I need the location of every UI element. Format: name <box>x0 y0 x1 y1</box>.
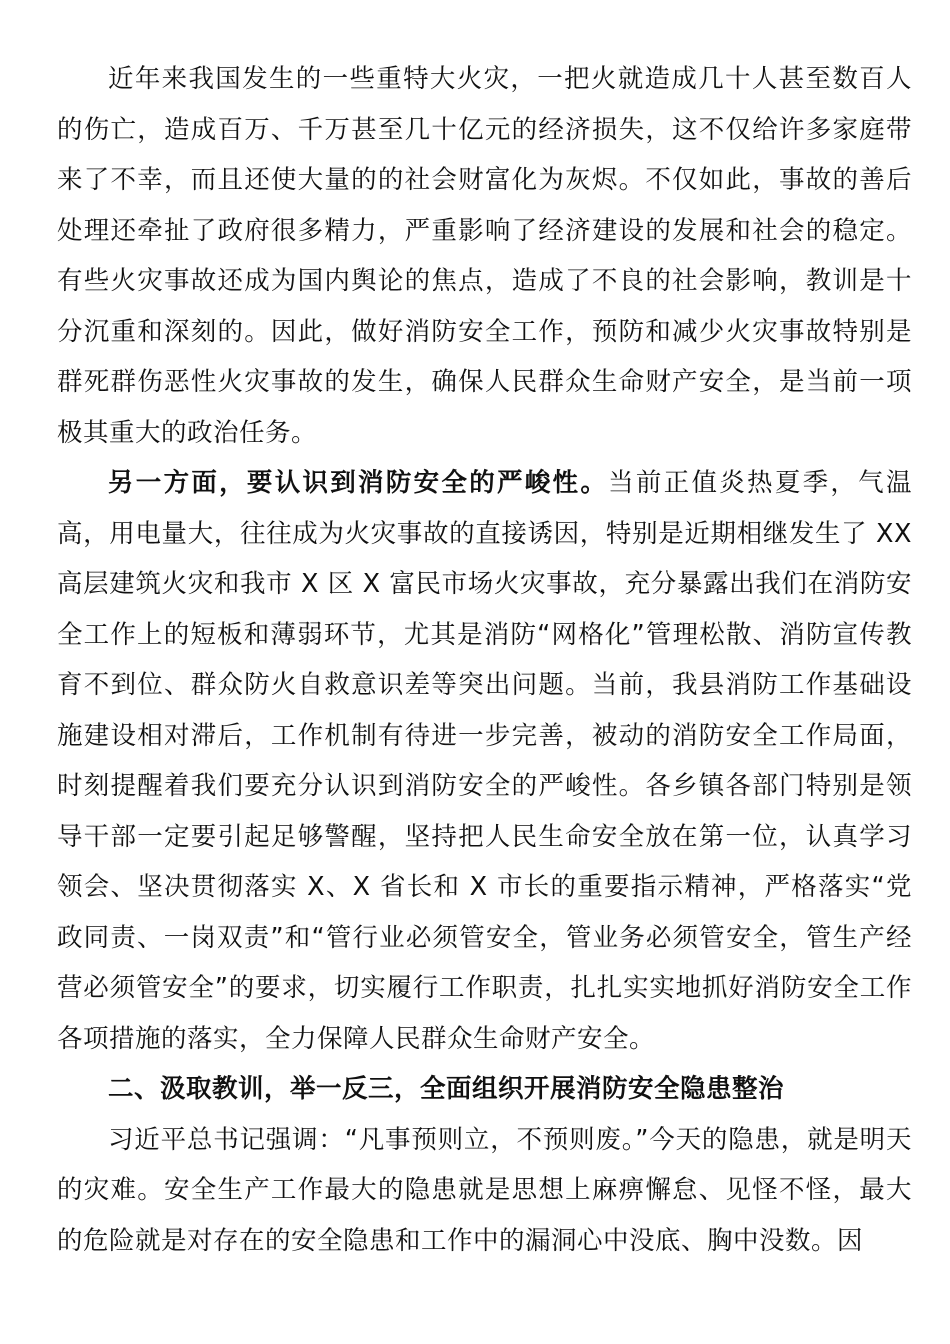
paragraph-hazard-rectification: 习近平总书记强调：“凡事预则立，不预则废。”今天的隐患，就是明天的灾难。安全生产工作最大的隐患就是思想上麻痹懈怠、见怪不怪，最大的危险就是对存在的安全隐患和工作中的漏洞心中没底、胸中没数。因 <box>57 1124 912 1256</box>
paragraph-body-severity: 当前正值炎热夏季，气温高，用电量大，往往成为火灾事故的直接诱因，特别是近期相继发生了 XX 高层建筑火灾和我市 X 区 X 富民市场火灾事故，充分暴露出我们在消防安全工作上的短板和薄弱环节，尤其是消防“网格化”管理松散、消防宣传教育不到位、群众防火自救意识差等突出问题。当前，我县消防工作基础设施建设相对滞后，工作机制有待进一步完善，被动的消防安全工作局面，时刻提醒着我们要充分认识到消防安全的严峻性。各乡镇各部门特别是领导干部一定要引起足够警醒，坚持把人民生命安全放在第一位，认真学习领会、坚决贯彻落实 X、X 省长和 X 市长的重要指示精神，严格落实“党政同责、一岗双责”和“管行业必须管安全，管业务必须管安全，管生产经营必须管安全”的要求，切实履行工作职责，扎扎实实地抓好消防安全工作各项措施的落实，全力保障人民群众生命财产安全。 <box>57 468 912 1054</box>
paragraph-fire-disasters: 近年来我国发生的一些重特大火灾，一把火就造成几十人甚至数百人的伤亡，造成百万、千万甚至几十亿元的经济损失，这不仅给许多家庭带来了不幸，而且还使大量的的社会财富化为灰烬。不仅如此，事故的善后处理还牵扯了政府很多精力，严重影响了经济建设的发展和社会的稳定。有些火灾事故还成为国内舆论的焦点，造成了不良的社会影响，教训是十分沉重和深刻的。因此，做好消防安全工作，预防和减少火灾事故特别是群死群伤恶性火灾事故的发生，确保人民群众生命财产安全，是当前一项极其重大的政治任务。 <box>57 64 912 448</box>
paragraph-severity <box>57 458 912 1064</box>
paragraph-lead-severity: 另一方面，要认识到消防安全的严峻性。 <box>108 468 609 498</box>
document-page <box>57 54 912 1266</box>
section-heading-2: 二、汲取教训，举一反三，全面组织开展消防安全隐患整治 <box>108 1074 785 1104</box>
